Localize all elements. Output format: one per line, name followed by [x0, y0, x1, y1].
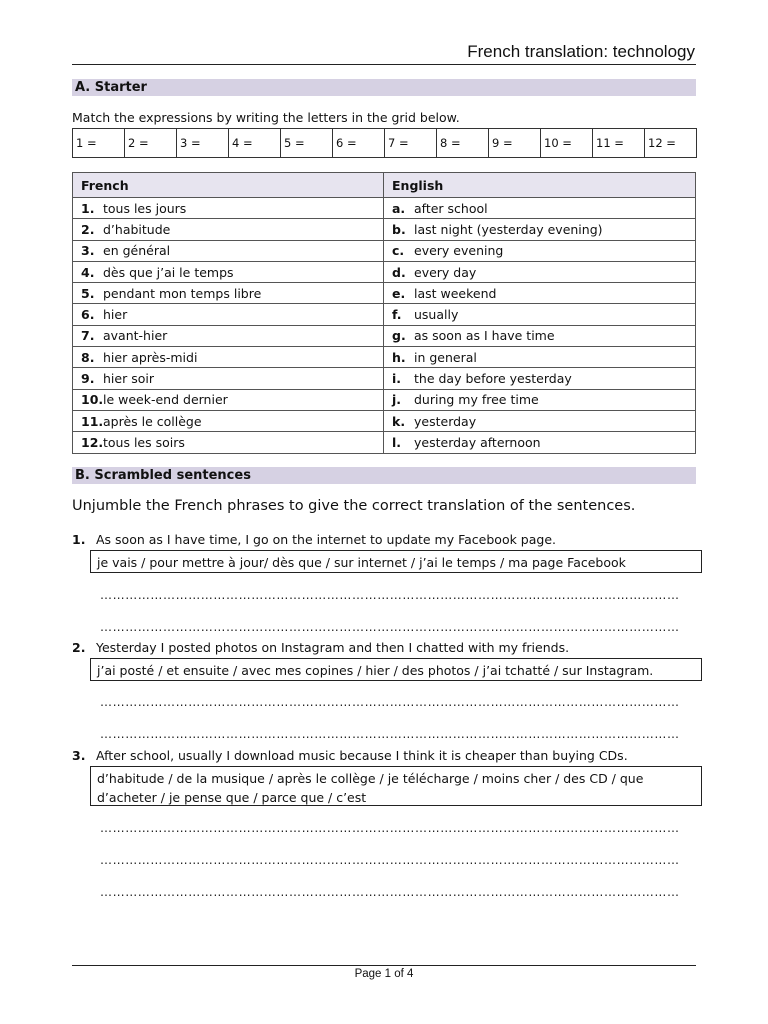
- english-letter: c.: [392, 243, 405, 259]
- english-letter: k.: [392, 413, 406, 429]
- answer-line[interactable]: …………………………………………………………………………………………………………………………: [100, 727, 680, 741]
- grid-cell-9[interactable]: 9 =: [489, 129, 541, 158]
- answer-line[interactable]: …………………………………………………………………………………………………………………………: [100, 588, 680, 602]
- vocabulary-table: [72, 172, 696, 454]
- english-letter: a.: [392, 200, 406, 216]
- table-row: [73, 347, 696, 368]
- table-row: [73, 219, 696, 240]
- english-letter: b.: [392, 221, 406, 237]
- french-number: 2.: [81, 221, 95, 237]
- english-letter: j.: [392, 392, 402, 408]
- section-b-instruction: Unjumble the French phrases to give the correct translation of the sentences.: [72, 498, 636, 514]
- english-letter: h.: [392, 349, 406, 365]
- grid-cell-11[interactable]: 11 =: [593, 129, 645, 158]
- answer-grid: [72, 128, 697, 158]
- french-number: 1.: [81, 200, 95, 216]
- table-row: [73, 410, 696, 431]
- grid-cell-3[interactable]: 3 =: [177, 129, 229, 158]
- section-a-instruction: Match the expressions by writing the letters in the grid below.: [72, 110, 460, 125]
- english-letter: l.: [392, 434, 402, 450]
- english-phrase: in general: [414, 349, 477, 365]
- grid-cell-4[interactable]: 4 =: [229, 129, 281, 158]
- french-phrase: hier: [103, 307, 128, 323]
- french-phrase: tous les jours: [103, 200, 187, 216]
- french-phrase: après le collège: [103, 413, 202, 429]
- french-phrase: d’habitude: [103, 221, 171, 237]
- french-phrase: le week-end dernier: [103, 392, 228, 408]
- answer-line[interactable]: …………………………………………………………………………………………………………………………: [100, 821, 680, 835]
- scrambled-phrase-box: d’habitude / de la musique / après le collège / je télécharge / moins cher / des CD / que d’acheter / je pense que / parce que / c’est: [90, 766, 702, 806]
- grid-cell-2[interactable]: 2 =: [125, 129, 177, 158]
- question-english: Yesterday I posted photos on Instagram and then I chatted with my friends.: [96, 640, 570, 655]
- question-1: [72, 532, 556, 547]
- table-row: [73, 304, 696, 325]
- english-phrase: as soon as I have time: [414, 328, 555, 344]
- english-letter: f.: [392, 307, 402, 323]
- english-phrase: after school: [414, 200, 488, 216]
- french-number: 3.: [81, 243, 95, 259]
- english-letter: e.: [392, 285, 406, 301]
- answer-line[interactable]: …………………………………………………………………………………………………………………………: [100, 885, 680, 899]
- english-phrase: yesterday afternoon: [414, 434, 541, 450]
- french-phrase: tous les soirs: [103, 434, 185, 450]
- table-row: [73, 432, 696, 453]
- french-number: 7.: [81, 328, 95, 344]
- french-phrase: dès que j’ai le temps: [103, 264, 234, 280]
- question-number: 3.: [72, 748, 86, 763]
- grid-cell-10[interactable]: 10 =: [541, 129, 593, 158]
- title-divider: [72, 64, 696, 65]
- french-number: 12.: [81, 434, 104, 450]
- table-row: [73, 198, 696, 219]
- english-letter: d.: [392, 264, 406, 280]
- answer-line[interactable]: …………………………………………………………………………………………………………………………: [100, 853, 680, 867]
- column-header-english: English: [384, 173, 696, 198]
- section-a-heading: A. Starter: [72, 79, 696, 96]
- question-number: 2.: [72, 640, 86, 655]
- scrambled-phrase-box: j’ai posté / et ensuite / avec mes copines / hier / des photos / j’ai tchatté / sur Instagram.: [90, 658, 702, 681]
- english-phrase: during my free time: [414, 392, 539, 408]
- grid-cell-1[interactable]: 1 =: [73, 129, 125, 158]
- french-phrase: pendant mon temps libre: [103, 285, 262, 301]
- table-row: [73, 240, 696, 261]
- table-row: [73, 389, 696, 410]
- english-phrase: yesterday: [414, 413, 477, 429]
- table-row: [73, 368, 696, 389]
- question-number: 1.: [72, 532, 86, 547]
- question-3: [72, 748, 628, 763]
- page-title: French translation: technology: [467, 42, 695, 61]
- answer-line[interactable]: …………………………………………………………………………………………………………………………: [100, 620, 680, 634]
- english-letter: g.: [392, 328, 406, 344]
- section-b-heading: B. Scrambled sentences: [72, 467, 696, 484]
- question-2: [72, 640, 569, 655]
- question-english: After school, usually I download music because I think it is cheaper than buying CDs.: [96, 748, 628, 763]
- french-number: 6.: [81, 307, 95, 323]
- english-phrase: every day: [414, 264, 477, 280]
- french-phrase: en général: [103, 243, 171, 259]
- answer-line[interactable]: …………………………………………………………………………………………………………………………: [100, 695, 680, 709]
- table-row: [73, 325, 696, 346]
- english-phrase: every evening: [414, 243, 504, 259]
- english-phrase: usually: [414, 307, 459, 323]
- grid-cell-12[interactable]: 12 =: [645, 129, 697, 158]
- grid-cell-5[interactable]: 5 =: [281, 129, 333, 158]
- column-header-french: French: [73, 173, 384, 198]
- scrambled-phrase-box: je vais / pour mettre à jour/ dès que / sur internet / j’ai le temps / ma page Facebook: [90, 550, 702, 573]
- table-row: [73, 283, 696, 304]
- french-phrase: avant-hier: [103, 328, 168, 344]
- french-number: 4.: [81, 264, 95, 280]
- french-number: 10.: [81, 392, 104, 408]
- grid-cell-6[interactable]: 6 =: [333, 129, 385, 158]
- question-english: As soon as I have time, I go on the internet to update my Facebook page.: [96, 532, 557, 547]
- french-phrase: hier soir: [103, 371, 154, 387]
- grid-cell-8[interactable]: 8 =: [437, 129, 489, 158]
- table-row: [73, 261, 696, 282]
- grid-cell-7[interactable]: 7 =: [385, 129, 437, 158]
- french-phrase: hier après-midi: [103, 349, 198, 365]
- english-phrase: the day before yesterday: [414, 371, 572, 387]
- footer-divider: [72, 965, 696, 966]
- french-number: 5.: [81, 285, 95, 301]
- english-phrase: last weekend: [414, 285, 497, 301]
- english-phrase: last night (yesterday evening): [414, 221, 603, 237]
- french-number: 11.: [81, 413, 104, 429]
- french-number: 9.: [81, 371, 95, 387]
- page-number: Page 1 of 4: [354, 968, 414, 980]
- english-letter: i.: [392, 371, 402, 387]
- french-number: 8.: [81, 349, 95, 365]
